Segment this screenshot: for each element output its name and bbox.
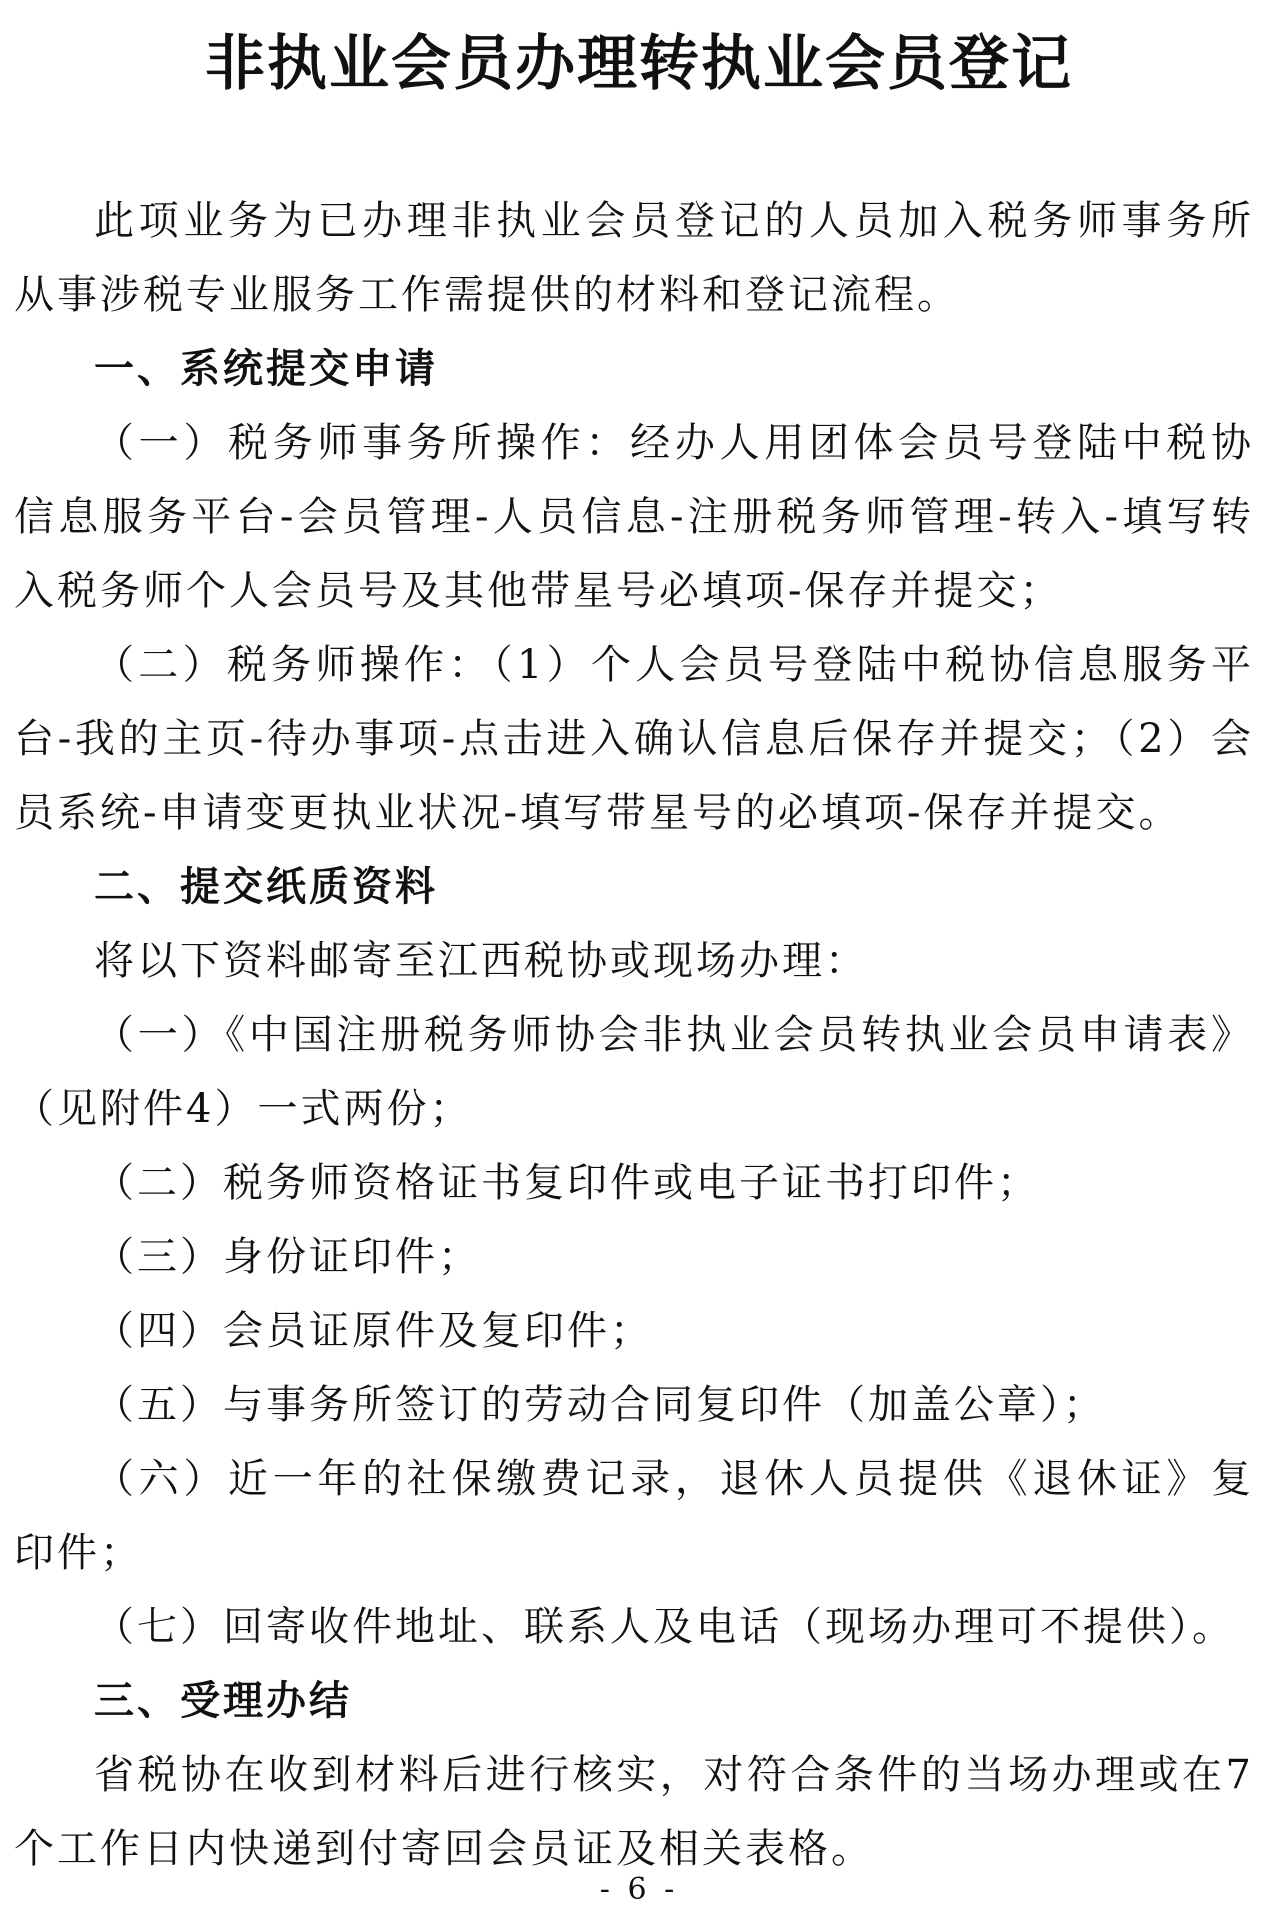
- section-2-heading: 二、提交纸质资料: [94, 864, 438, 910]
- section-1-item-1: （一）税务师事务所操作：经办人用团体会员号登陆中税协信息服务平台-会员管理-人员信息-注册税务师管理-转入-填写转入税务师个人会员号及其他带星号必填项-保存并提交；: [14, 420, 1254, 614]
- section-3-heading: 三、受理办结: [94, 1678, 352, 1724]
- section-2-item-5: （五）与事务所签订的劳动合同复印件（加盖公章）；: [94, 1382, 1106, 1428]
- document-body: [14, 184, 1254, 1886]
- section-2-item-2: （二）税务师资格证书复印件或电子证书打印件；: [94, 1160, 1040, 1206]
- page-number: - 6 -: [599, 1872, 679, 1907]
- section-2-item-4: （四）会员证原件及复印件；: [94, 1308, 653, 1354]
- section-2-item-3: （三）身份证印件；: [94, 1234, 481, 1280]
- section-2-item-7: （七）回寄收件地址、联系人及电话（现场办理可不提供）。: [94, 1604, 1235, 1650]
- intro-paragraph: 此项业务为已办理非执业会员登记的人员加入税务师事务所从事涉税专业服务工作需提供的材料和登记流程。: [14, 198, 1254, 318]
- section-1-item-2: （二）税务师操作：（1）个人会员号登陆中税协信息服务平台-我的主页-待办事项-点击进入确认信息后保存并提交；（2）会员系统-申请变更执业状况-填写带星号的必填项-保存并提交。: [14, 642, 1254, 836]
- section-2-item-6: （六）近一年的社保缴费记录，退休人员提供《退休证》复印件；: [14, 1456, 1254, 1576]
- document-title: 非执业会员办理转执业会员登记: [205, 29, 1073, 99]
- section-2-item-1: （一）《中国注册税务师协会非执业会员转执业会员申请表》（见附件4）一式两份；: [14, 1012, 1254, 1132]
- section-3-text: 省税协在收到材料后进行核实，对符合条件的当场办理或在7个工作日内快递到付寄回会员证及相关表格。: [14, 1752, 1254, 1872]
- section-1-heading: 一、系统提交申请: [94, 346, 438, 392]
- section-2-lead: 将以下资料邮寄至江西税协或现场办理：: [94, 938, 868, 984]
